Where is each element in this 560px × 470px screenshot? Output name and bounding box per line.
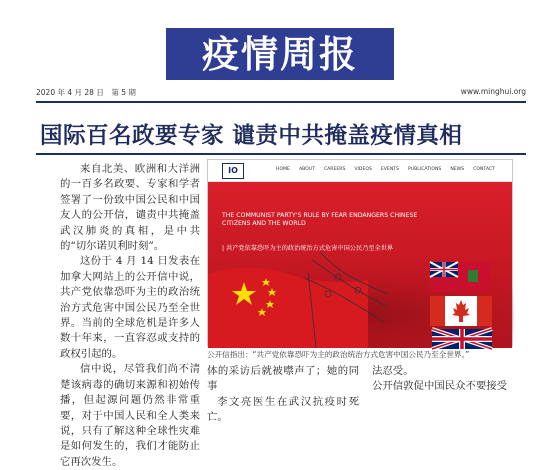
hero-subtitle: | 共产党依靠恐吓为主的政治统治方式危害中国公民乃至全世界 [222,245,394,252]
column-line: 公开信敦促中国民众不要接受 [372,380,508,393]
nav-item: NEWS [450,167,465,172]
body-paragraph: 信中说，尽管我们尚不清楚该病毒的确切来源和初始传播，但起源问题仍然非常重要，对于中国人民和全人类来说，只有了解这种全球性灾难是如何发生的，我们才能防止它再次发生。 [60,363,200,468]
nav-item: CONTACT [473,167,495,172]
ontario-flag-icon [430,262,490,292]
nav-item: PUBLICATIONS [408,167,442,172]
article-body [60,162,200,468]
article-column-3 [362,364,514,400]
canada-flag-icon [430,296,492,326]
body-paragraph: 这份于 4 月 14 日发表在加拿大网站上的公开信中说，共产党依靠恐吓为主的政治统治方式危害中国公民乃至全世界。当前的全球危机是许多人数十年来，一直容忍或支持的政权引起的。 [60,255,200,360]
article-headline: 国际百名政要专家 谴责中共掩盖疫情真相 [40,123,463,149]
uk-flag-icon [432,329,492,349]
nav-item: CAREERS [323,167,346,172]
site-logo: IO [222,163,244,179]
headline-rule [36,153,526,155]
issue-bar [36,84,526,100]
website-link[interactable]: www.minghui.org [460,87,526,96]
site-nav-items [276,167,495,172]
body-paragraph: 来自北美、欧洲和大洋洲的一百多名政要、专家和学者签署了一份致中国公民和中国友人的公开信，谴责中共掩盖武汉肺炎的真相，是中共的“切尔诺贝利时刻”。 [60,163,200,253]
column-line: 李文亮医生在武汉抗疫时死亡。 [207,395,359,424]
site-nav-bar [208,160,512,182]
masthead-title: 疫情周报 [202,32,358,76]
nav-item: HOME [276,167,290,172]
issue-date: 2020 年 4 月 28 日 第 5 期 [36,88,136,97]
article-column-2 [207,364,359,424]
masthead [166,28,394,80]
flags-illustration [208,182,514,348]
header-rule [36,101,526,103]
nav-item: VIDEOS [354,167,372,172]
article-photo [207,159,513,347]
nav-item: EVENTS [380,167,399,172]
column-line: 法忍受。 [372,365,414,377]
nav-item: ABOUT [298,167,315,172]
hero-title: THE COMMUNIST PARTY'S RULE BY FEAR ENDANGERS CHINESE CITIZENS AND THE WORLD [222,212,418,227]
photo-caption: 公开信指出：“共产党依靠恐吓为主的政治统治方式危害中国公民乃至全世界。” [207,350,470,359]
column-line: 体的采访后就被噤声了；她的同事 [207,365,359,393]
site-hero-banner [208,182,512,348]
